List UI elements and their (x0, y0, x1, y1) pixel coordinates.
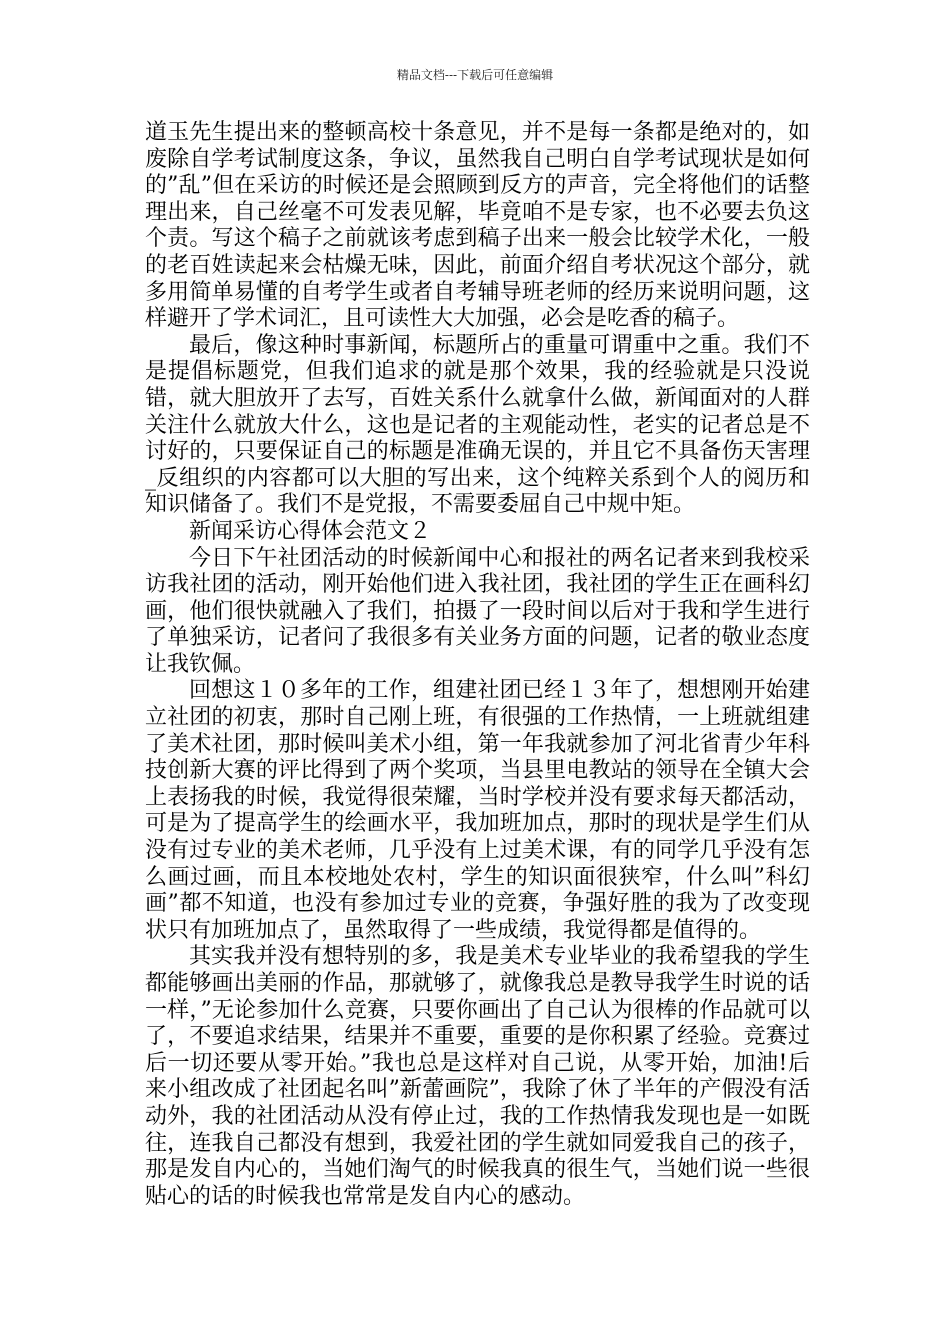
document-body (145, 120, 810, 1210)
paragraph-reporter-visit: 今日下午社团活动的时候新闻中心和报社的两名记者来到我校采访我社团的活动，刚开始他们进入我社团，我社团的学生正在画科幻画，他们很快就融入了我们，拍摄了一段时间以后对于我和学生进行了单独采访，记者问了我很多有关业务方面的问题，记者的敬业态度让我钦佩。 (145, 545, 810, 677)
section-heading: 新闻采访心得体会范文２ (189, 518, 432, 544)
paragraph-headline-importance: 最后，像这种时事新闻，标题所占的重量可谓重中之重。我们不是提倡标题党，但我们追求的就是那个效果，我的经验就是只没说错，就大胆放开了去写，百姓关系什么就拿什么做，新闻面对的人群关注什么就放大什么，这也是记者的主观能动性，老实的记者总是不讨好的，只要保证自己的标题是准确无误的，并且它不具备伤天害理_反组织的内容都可以大胆的写出来，这个纯粹关系到个人的阅历和知识储备了。我们不是党报，不需要委屈自己中规中矩。 (145, 332, 810, 518)
page-header: 精品文档---下载后可任意编辑 (396, 68, 554, 82)
paragraph-reflection: 其实我并没有想特别的多，我是美术专业毕业的我希望我的学生都能够画出美丽的作品，那就够了，就像我总是教导我学生时说的话一样，”无论参加什么竞赛，只要你画出了自己认为很棒的作品就可以了，不要追求结果，结果并不重要，重要的是你积累了经验。竞赛过后一切还要从零开始。”我也总是这样对自己说，从零开始，加油!后来小组改成了社团起名叫”新蕾画院”，我除了休了半年的产假没有活动外，我的社团活动从没有停止过，我的工作热情我发现也是一如既往，连我自己都没有想到，我爱社团的学生就如同爱我自己的孩子，那是发自内心的，当她们淘气的时候我真的很生气，当她们说一些很贴心的话的时候我也常常是发自内心的感动。 (145, 944, 810, 1209)
paragraph-recollection: 回想这１０多年的工作，组建社团已经１３年了，想想刚开始建立社团的初衷，那时自己刚上班，有很强的工作热情，一上班就组建了美术社团，那时候叫美术小组，第一年我就参加了河北省青少年科技创新大赛的评比得到了两个奖项，当县里电教站的领导在全镇大会上表扬我的时候，我觉得很荣耀，当时学校并没有要求每天都活动，可是为了提高学生的绘画水平，我加班加点，那时的现状是学生们从没有过专业的美术老师，几乎没有上过美术课，有的同学几乎没有怎么画过画，而且本校地处农村，学生的知识面很狭窄，什么叫”科幻画”都不知道，也没有参加过专业的竞赛，争强好胜的我为了改变现状只有加班加点了，虽然取得了一些成绩，我觉得都是值得的。 (145, 678, 810, 943)
paragraph-continuation: 道玉先生提出来的整顿高校十条意见，并不是每一条都是绝对的，如废除自学考试制度这条，争议，虽然我自己明白自学考试现状是如何的”乱”但在采访的时候还是会照顾到反方的声音，完全将他们的话整理出来，自己丝毫不可发表见解，毕竟咱不是专家，也不必要去负这个责。写这个稿子之前就该考虑到稿子出来一般会比较学术化，一般的老百姓读起来会枯燥无味，因此，前面介绍自考状况这个部分，就多用简单易懂的自考学生或者自考辅导班老师的经历来说明问题，这样避开了学术词汇，且可读性大大加强，必会是吃香的稿子。 (145, 120, 810, 332)
